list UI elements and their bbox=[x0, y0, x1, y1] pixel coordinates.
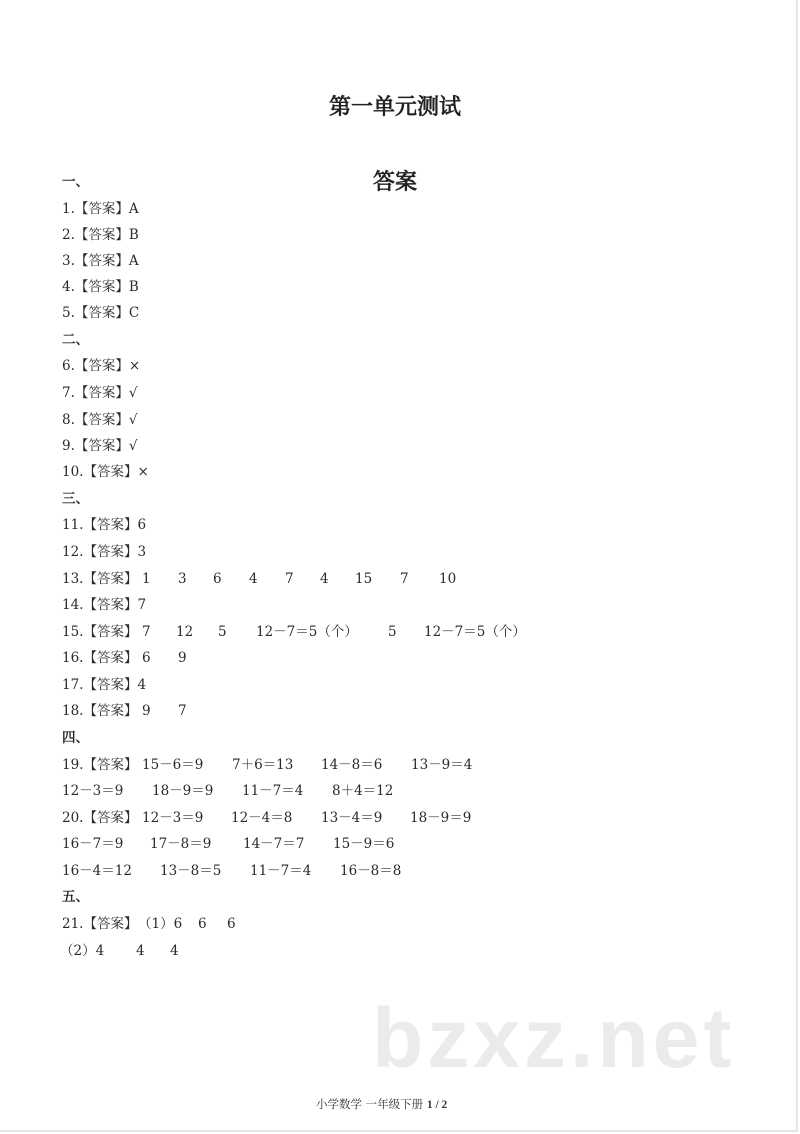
answer-value: （1）6 bbox=[138, 916, 183, 932]
section-heading: 三、 bbox=[62, 491, 89, 507]
answer-value: 1 bbox=[142, 571, 151, 587]
answer-value: √ bbox=[128, 438, 138, 454]
q-num: 12. bbox=[62, 544, 84, 560]
q-num: 9. bbox=[62, 438, 75, 454]
answer-value: 9 bbox=[178, 650, 187, 666]
answer-value: 12 bbox=[176, 624, 194, 640]
answer-value: 13－4＝9 bbox=[321, 810, 383, 826]
q-num: 13. bbox=[62, 571, 84, 587]
answer-value: 4 bbox=[320, 571, 329, 587]
answer-line bbox=[62, 304, 139, 322]
answer-value: 12－3＝9 bbox=[62, 783, 124, 799]
answer-line bbox=[62, 756, 762, 774]
answer-value: 12－3＝9 bbox=[142, 810, 204, 826]
answer-value: A bbox=[128, 201, 139, 217]
answer-value: 5 bbox=[388, 624, 397, 640]
answer-line bbox=[62, 516, 146, 534]
answer-tag: 【答案】 bbox=[74, 385, 129, 401]
q-num: 11. bbox=[62, 517, 84, 533]
q-num: 5. bbox=[62, 305, 75, 321]
answer-value: 10 bbox=[439, 571, 457, 587]
answer-tag: 【答案】 bbox=[74, 201, 129, 217]
answer-value: 15－9＝6 bbox=[333, 836, 395, 852]
q-num: 16. bbox=[62, 650, 84, 666]
section-heading: 一、 bbox=[62, 174, 89, 190]
answer-value: 11－7＝4 bbox=[242, 783, 304, 799]
answer-value: 7＋6＝13 bbox=[232, 757, 294, 773]
answer-value: B bbox=[128, 227, 139, 243]
answer-value: C bbox=[128, 305, 140, 321]
answer-line bbox=[62, 596, 146, 614]
answer-line bbox=[62, 649, 762, 667]
answer-value: 12－7＝5（个） bbox=[424, 624, 526, 640]
answer-value: 9 bbox=[142, 703, 151, 719]
answer-tag: 【答案】 bbox=[74, 227, 129, 243]
answer-value: 18－9＝9 bbox=[410, 810, 472, 826]
answer-value: 13－8＝5 bbox=[160, 863, 222, 879]
answer-value: 6 bbox=[198, 916, 207, 932]
answer-value: 5 bbox=[218, 624, 227, 640]
answer-line bbox=[62, 702, 762, 720]
q-num: 4. bbox=[62, 279, 75, 295]
answer-value: 16－4＝12 bbox=[62, 863, 132, 879]
answer-value: （2）4 bbox=[60, 943, 105, 959]
answer-value: 17－8＝9 bbox=[150, 836, 212, 852]
answer-value: 3 bbox=[178, 571, 187, 587]
q-num: 3. bbox=[62, 253, 75, 269]
q-num: 21. bbox=[62, 916, 84, 932]
answer-value: 18－9＝9 bbox=[152, 783, 214, 799]
answer-tag: 【答案】 bbox=[83, 544, 138, 560]
section-heading: 四、 bbox=[62, 730, 89, 746]
answer-tag: 【答案】 bbox=[74, 358, 129, 374]
answer-value: 12－4＝8 bbox=[231, 810, 293, 826]
footer-text: 小学数学 一年级下册 bbox=[316, 1097, 424, 1111]
section-heading: 五、 bbox=[62, 889, 89, 905]
q-num: 1. bbox=[62, 201, 75, 217]
answer-value: 7 bbox=[142, 624, 151, 640]
page-subtitle: 答案 bbox=[372, 169, 417, 195]
page-title: 第一单元测试 bbox=[328, 94, 461, 120]
q-num: 2. bbox=[62, 227, 75, 243]
answer-tag: 【答案】 bbox=[74, 438, 129, 454]
section-heading: 二、 bbox=[62, 332, 89, 348]
answer-value: 4 bbox=[170, 943, 179, 959]
answer-line bbox=[62, 463, 149, 481]
q-num: 19. bbox=[62, 757, 84, 773]
answer-value: 15 bbox=[355, 571, 373, 587]
answer-tag: 【答案】 bbox=[83, 464, 138, 480]
answer-tag: 【答案】 bbox=[83, 757, 138, 773]
answer-line bbox=[62, 623, 762, 641]
answer-value: 14－7＝7 bbox=[243, 836, 305, 852]
answer-line bbox=[62, 411, 138, 429]
answer-value: 6 bbox=[213, 571, 222, 587]
q-num: 20. bbox=[62, 810, 84, 826]
answer-value: 16－7＝9 bbox=[62, 836, 124, 852]
answer-tag: 【答案】 bbox=[74, 412, 129, 428]
answer-value: A bbox=[128, 253, 139, 269]
q-num: 14. bbox=[62, 597, 84, 613]
answer-value: 12－7＝5（个） bbox=[256, 624, 358, 640]
answer-tag: 【答案】 bbox=[83, 677, 138, 693]
answer-value: 16－8＝8 bbox=[340, 863, 402, 879]
answer-value: 4 bbox=[249, 571, 258, 587]
answer-value: 14－8＝6 bbox=[321, 757, 383, 773]
answer-tag: 【答案】 bbox=[74, 253, 129, 269]
q-num: 15. bbox=[62, 624, 84, 640]
answer-tag: 【答案】 bbox=[83, 916, 138, 932]
answer-value: √ bbox=[128, 412, 138, 428]
q-num: 6. bbox=[62, 358, 75, 374]
answer-value: 15－6＝9 bbox=[142, 757, 204, 773]
answer-line bbox=[62, 384, 138, 402]
answer-line bbox=[62, 543, 146, 561]
answer-tag: 【答案】 bbox=[83, 703, 138, 719]
answer-value: 7 bbox=[400, 571, 409, 587]
answer-tag: 【答案】 bbox=[83, 517, 138, 533]
answer-line bbox=[62, 437, 138, 455]
answer-value: 13－9＝4 bbox=[411, 757, 473, 773]
answer-line bbox=[62, 676, 146, 694]
answer-value: × bbox=[137, 464, 149, 480]
q-num: 17. bbox=[62, 677, 84, 693]
q-num: 18. bbox=[62, 703, 84, 719]
answer-value: 7 bbox=[285, 571, 294, 587]
answer-tag: 【答案】 bbox=[74, 279, 129, 295]
answer-line bbox=[62, 915, 762, 933]
answer-line bbox=[62, 809, 762, 827]
answer-value: 7 bbox=[137, 597, 147, 613]
answer-value: √ bbox=[128, 385, 138, 401]
q-num: 7. bbox=[62, 385, 75, 401]
page-footer bbox=[316, 1096, 800, 1112]
q-num: 10. bbox=[62, 464, 84, 480]
answer-value: 6 bbox=[227, 916, 236, 932]
answer-line bbox=[62, 252, 139, 270]
answer-tag: 【答案】 bbox=[74, 305, 129, 321]
answer-tag: 【答案】 bbox=[83, 597, 138, 613]
answer-line bbox=[62, 570, 762, 588]
answer-value: 6 bbox=[137, 517, 147, 533]
watermark: bzxz.net bbox=[372, 991, 736, 1085]
answer-line bbox=[62, 226, 139, 244]
answer-line bbox=[62, 200, 139, 218]
answer-tag: 【答案】 bbox=[83, 650, 138, 666]
answer-value: 8＋4＝12 bbox=[332, 783, 394, 799]
answer-value: 11－7＝4 bbox=[250, 863, 312, 879]
page-number: 1 / 2 bbox=[426, 1099, 448, 1111]
answer-tag: 【答案】 bbox=[83, 624, 138, 640]
answer-value: × bbox=[128, 358, 141, 374]
answer-value: B bbox=[128, 279, 139, 295]
q-num: 8. bbox=[62, 412, 75, 428]
answer-line bbox=[62, 357, 140, 375]
answer-value: 3 bbox=[137, 544, 147, 560]
answer-tag: 【答案】 bbox=[83, 810, 138, 826]
answer-tag: 【答案】 bbox=[83, 571, 138, 587]
answer-value: 6 bbox=[142, 650, 151, 666]
answer-line bbox=[62, 278, 139, 296]
answer-value: 7 bbox=[178, 703, 187, 719]
answer-value: 4 bbox=[136, 943, 145, 959]
answer-value: 4 bbox=[137, 677, 147, 693]
